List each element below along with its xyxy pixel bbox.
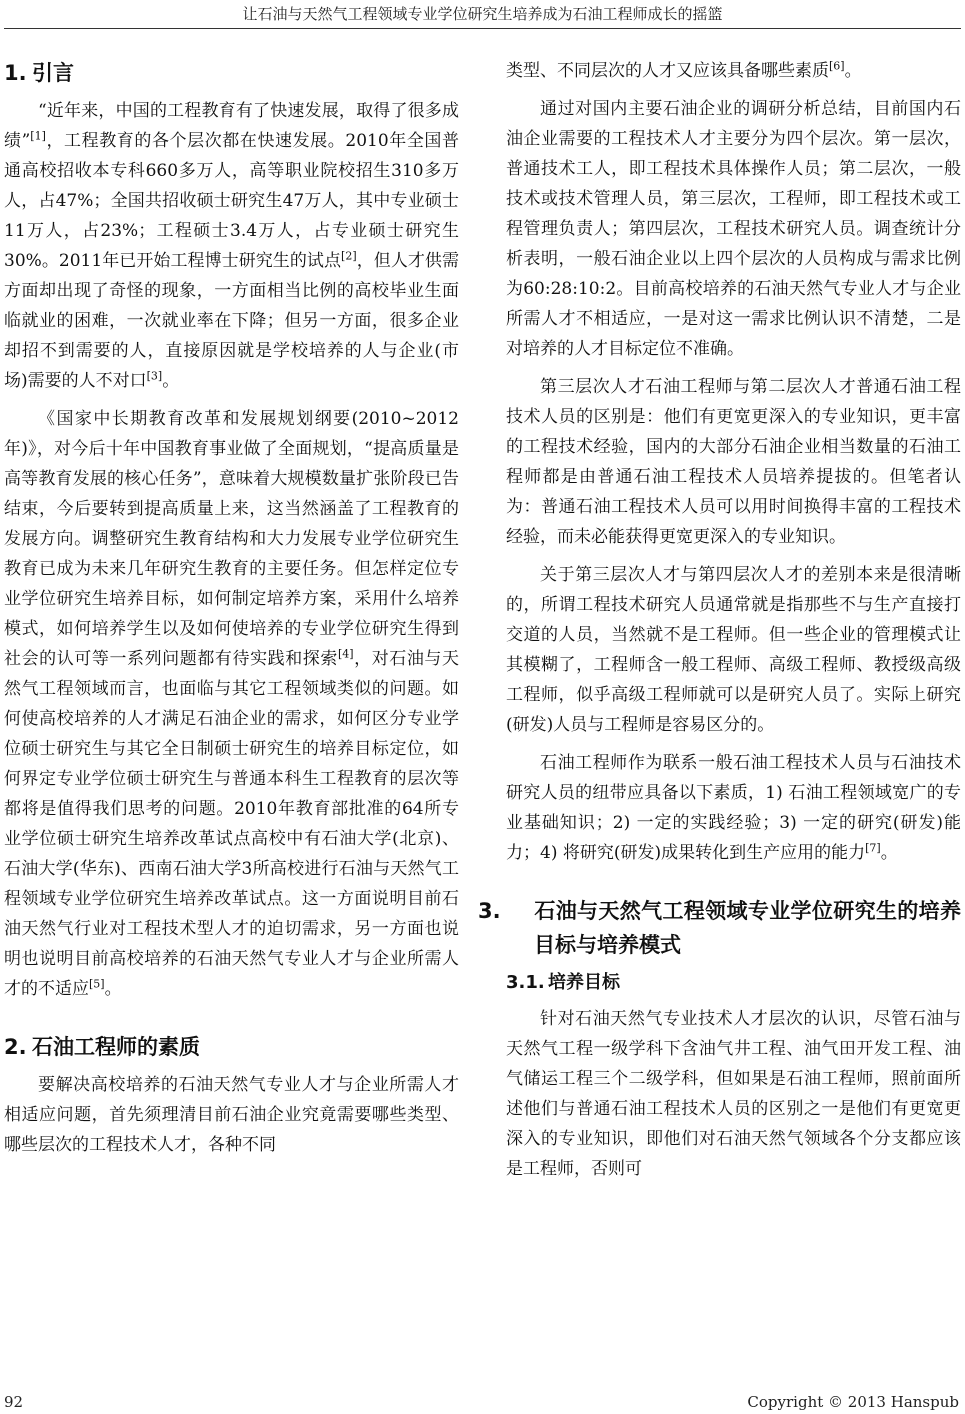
section-heading-2	[4, 1030, 459, 1064]
running-header: 让石油与天然气工程领域专业学位研究生培养成为石油工程师成长的摇篮	[242, 5, 723, 23]
paragraph-continued	[506, 56, 961, 86]
text-run: 类型、不同层次的人才又应该具备哪些素质	[506, 61, 829, 81]
citation[interactable]: [2]	[341, 249, 357, 263]
section-number: 2.	[4, 1035, 27, 1059]
text-run: 《国家中长期教育改革和发展规划纲要(2010~2012年)》，对今后十年中国教育事业做了全面规划，“提高质量是高等教育发展的核心任务”，意味着大规模数量扩张阶段已告结束，今后要转到提高质量上来，这当然涵盖了工程教育的发展方向。调整研究生教育结构和大力发展专业学位研究生教育已成为未来几年研究生教育的主要任务。但怎样定位专业学位研究生培养目标，如何制定培养方案，采用什么培养模式，如何培养学生以及如何使培养的专业学位研究生得到社会的认可等一系列问题都有待实践和探索	[4, 409, 459, 669]
paragraph	[506, 748, 961, 868]
subsection-number: 3.1.	[506, 972, 545, 993]
section-title: 引言	[32, 61, 74, 85]
subsection-title: 培养目标	[548, 972, 620, 993]
text-run: 。	[844, 61, 862, 81]
paragraph: 通过对国内主要石油企业的调研分析总结，目前国内石油企业需要的工程技术人才主要分为四个层次。第一层次，普通技术工人，即工程技术具体操作人员；第二层次，一般技术或技术管理人员，第三层次，工程师，即工程技术或工程管理负责人；第四层次，工程技术研究人员。调查统计分析表明，一般石油企业以上四个层次的人员构成与需求比例为60:28:10:2。目前高校培养的石油天然气专业人才与企业所需人才不相适应，一是对这一需求比例认识不清楚，二是对培养的人才目标定位不准确。	[506, 99, 961, 359]
citation[interactable]: [3]	[146, 369, 163, 383]
citation[interactable]: [7]	[865, 841, 881, 855]
header-rule	[4, 28, 961, 29]
section-heading-1	[4, 56, 459, 90]
text-run: 。	[880, 843, 898, 863]
left-column	[4, 56, 459, 1168]
paragraph: 要解决高校培养的石油天然气专业人才与企业所需人才相适应问题，首先须理清目前石油企业究竟需要哪些类型、哪些层次的工程技术人才，各种不同	[4, 1075, 459, 1155]
citation[interactable]: [6]	[829, 59, 845, 73]
paragraph	[4, 96, 459, 396]
paragraph: 关于第三层次人才与第四层次人才的差别本来是很清晰的，所谓工程技术研究人员通常就是指那些不与生产直接打交道的人员，当然就不是工程师。但一些企业的管理模式让其模糊了，工程师含一般工程师、高级工程师、教授级高级工程师，似乎高级工程师就可以是研究人员了。实际上研究(研发)人员与工程师是容易区分的。	[506, 565, 961, 735]
paragraph: 第三层次人才石油工程师与第二层次人才普通石油工程技术人员的区别是：他们有更宽更深入的专业知识，更丰富的工程技术经验，国内的大部分石油企业相当数量的石油工程师都是由普通石油工程技术人员培养提拔的。但笔者认为：普通石油工程技术人员可以用时间换得丰富的工程技术经验，而未必能获得更宽更深入的专业知识。	[506, 377, 961, 547]
text-run: ，工程教育的各个层次都在快速发展。2010年全国普通高校招收本专科660多万人，高等职业院校招生310多万人，占47%；全国共招收硕士研究生47万人，其中专业硕士11万人，占23%；工程硕士3.4万人，占专业硕士研究生30%。2011年已开始工程博士研究生的试点	[4, 131, 459, 271]
subsection-heading-3-1	[506, 968, 961, 998]
page-number: 92	[4, 1393, 24, 1411]
text-run: ，对石油与天然气工程领域而言，也面临与其它工程领域类似的问题。如何使高校培养的人才满足石油企业的需求，如何区分专业学位硕士研究生与其它全日制硕士研究生的培养目标定位，如何界定专业学位硕士研究生与普通本科生工程教育的层次等都将是值得我们思考的问题。2010年教育部批准的64所专业学位硕士研究生培养改革试点高校中有石油大学(北京)、石油大学(华东)、西南石油大学3所高校进行石油与天然气工程领域专业学位研究生培养改革试点。这一方面说明目前石油天然气行业对工程技术型人才的迫切需求，另一方面也说明也说明目前高校培养的石油天然气专业人才与企业所需人才的不适应	[4, 649, 460, 999]
text-run: “近年来，中国的工程教育有了快速发展，取得了很多成绩”	[4, 101, 459, 151]
paragraph	[4, 404, 459, 1004]
copyright-notice: Copyright © 2013 Hanspub	[747, 1393, 959, 1411]
section-number: 1.	[4, 61, 27, 85]
section-number: 3.	[478, 899, 501, 923]
text-run: 。	[162, 371, 180, 391]
right-column	[478, 56, 961, 1192]
section-heading-3	[478, 894, 961, 962]
citation[interactable]: [4]	[337, 647, 354, 661]
text-run: 石油工程师作为联系一般石油工程技术人员与石油技术研究人员的纽带应具备以下素质，1) 石油工程领域宽广的专业基础知识；2) 一定的实践经验；3) 一定的研究(研发)能力；4) 将研究(研发)成果转化到生产应用的能力	[506, 753, 961, 863]
section-gap	[506, 876, 961, 894]
citation[interactable]: [1]	[30, 129, 46, 143]
text-run: 。	[104, 979, 122, 999]
citation[interactable]: [5]	[89, 977, 105, 991]
paragraph: 针对石油天然气专业技术人才层次的认识，尽管石油与天然气工程一级学科下含油气井工程、油气田开发工程、油气储运工程三个二级学科，但如果是石油工程师，照前面所述他们与普通石油工程技术人员的区别之一是他们有更宽更深入的专业知识，即他们对石油天然气领域各个分支都应该是工程师，否则可	[506, 1009, 961, 1179]
text-run: ，但人才供需方面却出现了奇怪的现象，一方面相当比例的高校毕业生面临就业的困难，一次就业率在下降；但另一方面，很多企业却招不到需要的人，直接原因就是学校培养的人与企业(市场)需要的人不对口	[4, 251, 459, 391]
section-title: 石油工程师的素质	[32, 1035, 200, 1059]
section-gap	[4, 1012, 459, 1030]
section-title: 石油与天然气工程领域专业学位研究生的培养目标与培养模式	[534, 899, 961, 957]
